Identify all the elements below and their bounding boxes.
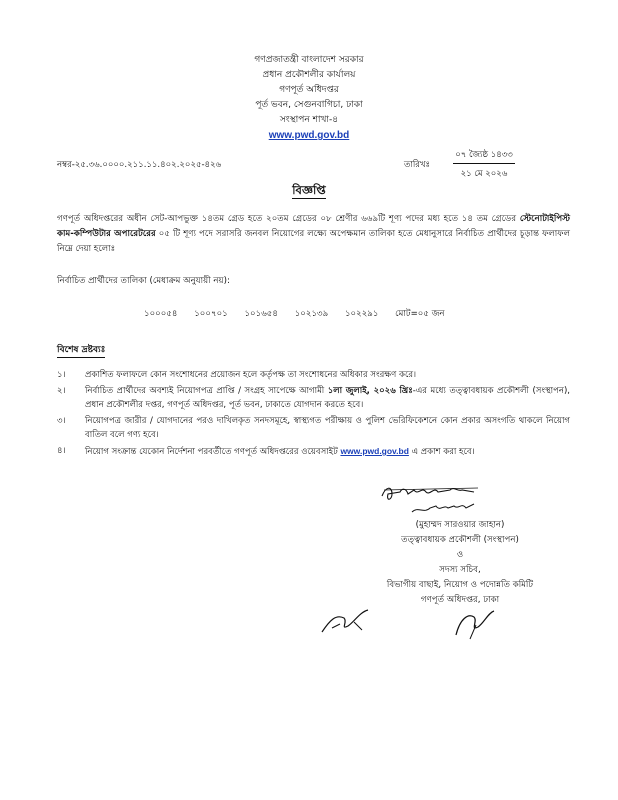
committee-name: বিভাগীয় বাছাই, নিয়োগ ও পদোন্নতি কমিটি xyxy=(386,580,534,590)
government-name: গণপ্রজাতন্ত্রী বাংলাদেশ সরকার xyxy=(254,55,364,65)
branch-name: সংস্থাপন শাখা-৪ xyxy=(279,115,339,125)
signatory-member: সদস্য সচিব, xyxy=(439,565,481,575)
department-name: গণপূর্ত অধিদপ্তর xyxy=(279,85,339,95)
note-number: ৩। xyxy=(57,416,66,426)
note-number: ২। xyxy=(57,386,66,396)
website-link[interactable]: www.pwd.gov.bd xyxy=(268,130,350,141)
note-item xyxy=(57,384,570,412)
roll-number: ১০০০৫৪ xyxy=(144,309,178,319)
office-name: প্রধান প্রকৌশলীর কার্যালয় xyxy=(262,70,356,80)
note-text-post: এ প্রকাশ করা হবে। xyxy=(408,447,475,457)
selected-list-label: নির্বাচিত প্রার্থীদের তালিকা (মেধাক্রম অনুযায়ী নয়): xyxy=(57,276,230,286)
note-number: ৪। xyxy=(57,446,66,456)
roll-number: ১০২২৯১ xyxy=(344,309,379,319)
roll-number: ১০১৬৫৪ xyxy=(244,309,278,319)
intro-part2: ০৫ টি শূণ্য পদে সরাসরি জনবল নিয়োগের লক্ষ্যে অপেক্ষমান তালিকা হতে মেধানুসারে নির্বাচিত প্রার্থীদের চূড়ান্ত ফলাফল নিম্নে দেয়া হলোঃ xyxy=(57,229,570,254)
note-number: ১। xyxy=(57,370,66,380)
notice-title: বিজ্ঞপ্তি xyxy=(292,183,326,197)
signatory-block xyxy=(370,518,550,608)
intro-paragraph xyxy=(57,212,570,257)
special-notes-list xyxy=(57,368,570,461)
date-label: তারিখঃ xyxy=(404,160,431,170)
office-address: পূর্ত ভবন, সেগুনবাগিচা, ঢাকা xyxy=(255,100,363,110)
signatory-and: ও xyxy=(456,550,464,560)
roll-number: ১০২১৩৯ xyxy=(294,309,329,319)
intro-post-name: স্টেনোটাইপিস্ট কাম-কম্পিউটার অপারেটরের xyxy=(57,214,570,239)
initial-mark xyxy=(318,600,378,644)
special-notes-heading: বিশেষ দ্রষ্টব্যঃ xyxy=(57,345,105,358)
website-link[interactable]: www.pwd.gov.bd xyxy=(340,446,409,456)
date-block xyxy=(453,150,515,179)
note-text-pre: নিয়োগ সংক্রান্ত যেকোন নির্দেশনা পরবর্তীতে গণপূর্ত অধিদপ্তরের ওয়েবসাইট xyxy=(85,447,341,457)
date-bangla: ০৭ জ্যৈষ্ঠ ১৪৩৩ xyxy=(453,150,515,164)
signatory-designation: তত্ত্বাবধায়ক প্রকৌশলী (সংস্থাপন) xyxy=(401,535,519,545)
date-gregorian: ২১ মে ২০২৬ xyxy=(460,168,508,179)
roll-number-list xyxy=(144,309,459,320)
signatory-name: (মুহাম্মদ সারওয়ার জাহান) xyxy=(415,520,505,530)
initial-mark xyxy=(450,605,500,649)
note-item xyxy=(57,368,570,382)
roll-number: ১০০৭০১ xyxy=(194,309,228,319)
notice-title-wrap xyxy=(0,183,618,198)
total-count: মোট=০৫ জন xyxy=(395,309,445,319)
note-text-post: -এর মধ্যে তত্ত্বাবধায়ক প্রকৌশলী (সংস্থাপন), প্রধান প্রকৌশলীর দপ্তর, গণপূর্ত অধিদপ্তর, পূর্ত ভবন, ঢাকাতে যোগদান করতে হবে। xyxy=(85,386,570,410)
deadline-date: ১লা জুলাই, ২০২৬ খ্রিঃ xyxy=(327,386,413,396)
signatory-office: গণপূর্ত অধিদপ্তর, ঢাকা xyxy=(420,595,500,605)
note-text: প্রকাশিত ফলাফলে কোন সংশোধনের প্রয়োজন হলে কর্তৃপক্ষ তা সংশোধনের অধিকার সংরক্ষণ করে। xyxy=(85,370,417,380)
note-text: নিয়োগপত্র জারীর / যোগদানের পরও দাখিলকৃত সনদসমূহে, স্বাস্থ্যগত পরীক্ষায় ও পুলিশ ভেরিফিকেশনে কোন প্রকার অসংগতি থাকলে নিয়োগ বাতিল বলে গণ্য হবে। xyxy=(85,416,570,440)
letterhead xyxy=(0,53,618,144)
memo-number: নম্বর-২৫.৩৬.০০০০.২১১.১১.৪০২.২০২৫-৪২৬ xyxy=(57,160,222,170)
note-text-pre: নির্বাচিত প্রার্থীদের অবশ্যই নিয়োগপত্র প্রাপ্তি / সংগ্রহ সাপেক্ষে আগামী xyxy=(85,386,328,396)
intro-part1: গণপূর্ত অধিদপ্তরের অধীন সেট-আপভুক্ত ১৪তম গ্রেড হতে ২০তম গ্রেডের ০৮ শ্রেণীর ৬৬৯টি শূণ্য পদের মধ্য হতে ১৪ তম গ্রেডের xyxy=(57,214,520,224)
note-item xyxy=(57,444,570,459)
note-item xyxy=(57,414,570,442)
